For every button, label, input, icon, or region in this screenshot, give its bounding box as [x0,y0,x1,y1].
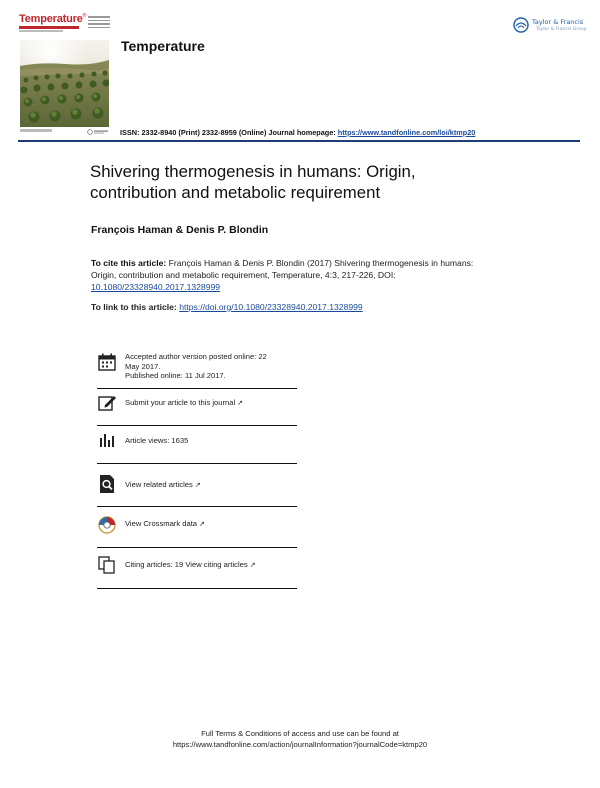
edit-icon [97,393,117,413]
cover-masthead [18,13,111,35]
link-to-article-label: To link to this article: [91,302,180,312]
article-title-line-1: Shivering thermogenesis in humans: Origin, [90,162,416,181]
cover-smallprint [88,16,110,32]
cover-tagline-bar-2 [19,30,63,32]
taylor-francis-logo-icon [512,17,530,37]
external-link-icon: ↗ [194,482,201,489]
cover-caption [20,129,52,132]
article-authors: François Haman & Denis P. Blondin [91,224,269,236]
cover-tagline-bar [19,26,79,29]
search-document-icon [97,474,117,494]
issn-text: ISSN: 2332-8940 (Print) 2332-8959 (Online) Journal homepage: [120,128,338,137]
footer [100,728,500,750]
view-crossmark-link[interactable]: View Crossmark data [125,519,198,528]
row-divider [97,588,297,589]
citing-articles-icon [97,555,117,575]
external-link-icon: ↗ [199,521,205,528]
submit-article-link[interactable]: Submit your article to this journal [125,398,236,407]
publisher-small-logo-icon [87,129,109,135]
publisher-name: Taylor & Francis [532,18,584,26]
publisher-group: Taylor & Francis Group [536,27,587,32]
calendar-icon [97,352,117,372]
external-link-icon: ↗ [249,562,256,569]
citation-text: François Haman & Denis P. Blondin (2017) Shivering thermogenesis in humans: Origin, contribution and metabolic requirement, Temperature, 4:3, 217-226, DOI: [91,258,474,281]
cover-brand: Temperature [19,13,83,25]
crossmark-icon [97,515,117,535]
row-divider [97,463,297,464]
published-date: Published online: 11 Jul 2017. [125,371,226,380]
footer-terms-url[interactable]: https://www.tandfonline.com/action/journalInformation?journalCode=ktmp20 [172,740,428,749]
accepted-date-line-1: Accepted author version posted online: 22 [125,352,267,361]
article-title [90,161,510,203]
citation-label: To cite this article: [91,258,167,268]
header-divider [18,140,580,142]
link-to-article [91,302,363,312]
view-related-articles-link[interactable]: View related articles [125,480,193,489]
row-divider [97,425,297,426]
article-doi-url[interactable]: https://doi.org/10.1080/23328940.2017.1328999 [179,302,363,312]
publisher-logo[interactable] [508,14,588,40]
journal-cover [18,13,111,127]
bar-chart-icon [97,430,117,450]
accepted-date-line-2: May 2017. [125,361,161,371]
journal-title[interactable]: Temperature [121,38,205,54]
article-views-count: Article views: 1635 [125,436,189,445]
issn-line [120,128,475,137]
external-link-icon: ↗ [237,400,244,407]
footer-terms: Full Terms & Conditions of access and use can be found at [201,729,399,738]
citation-doi-link[interactable]: 10.1080/23328940.2017.1328999 [91,282,221,293]
cover-photo [20,40,109,127]
citation-block [91,257,491,294]
row-divider [97,506,297,507]
citing-articles-link[interactable]: Citing articles: 19 View citing articles [125,560,248,569]
cover-reg-mark: ® [82,13,87,19]
article-title-line-2: contribution and metabolic requirement [90,183,381,202]
row-divider [97,547,297,548]
row-divider [97,388,297,389]
journal-homepage-link[interactable]: https://www.tandfonline.com/loi/ktmp20 [337,128,476,137]
